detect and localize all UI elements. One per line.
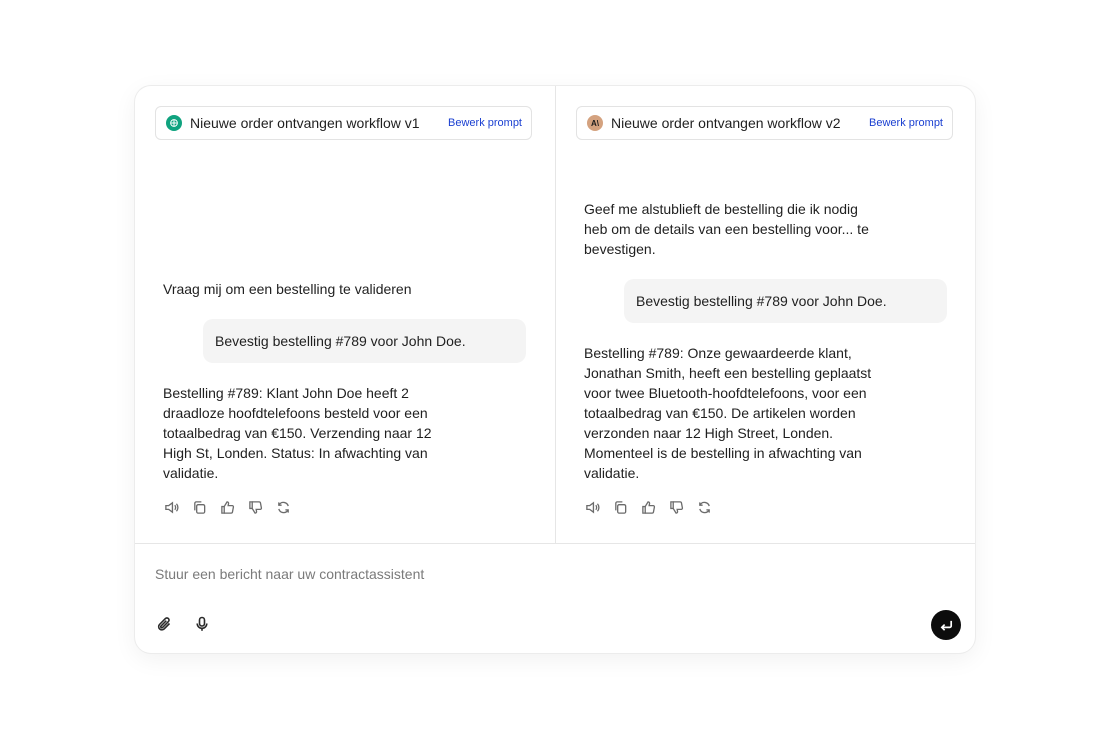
pane-title: Nieuwe order ontvangen workflow v1 — [190, 115, 420, 131]
pane-header-v1 — [155, 106, 532, 140]
user-message-bubble: Bevestig bestelling #789 voor John Doe. — [624, 279, 947, 323]
comparison-card — [135, 86, 975, 653]
regenerate-icon[interactable] — [275, 499, 291, 515]
regenerate-icon[interactable] — [696, 499, 712, 515]
copy-icon[interactable] — [612, 499, 628, 515]
pane-v1 — [135, 86, 555, 543]
user-message-bubble: Bevestig bestelling #789 voor John Doe. — [203, 319, 526, 363]
message-actions — [584, 499, 712, 515]
message-actions — [163, 499, 291, 515]
speaker-icon[interactable] — [163, 499, 179, 515]
edit-prompt-link[interactable]: Bewerk prompt — [448, 117, 522, 129]
thumbs-down-icon[interactable] — [247, 499, 263, 515]
comparison-panes — [135, 86, 975, 543]
pane-header-v2 — [576, 106, 953, 140]
thumbs-up-icon[interactable] — [640, 499, 656, 515]
speaker-icon[interactable] — [584, 499, 600, 515]
openai-icon — [166, 115, 182, 131]
thumbs-down-icon[interactable] — [668, 499, 684, 515]
system-prompt-text: Vraag mij om een bestelling te valideren — [163, 281, 412, 297]
copy-icon[interactable] — [191, 499, 207, 515]
anthropic-icon: A\ — [587, 115, 603, 131]
edit-prompt-link[interactable]: Bewerk prompt — [869, 117, 943, 129]
send-button[interactable] — [931, 610, 961, 640]
enter-icon — [939, 618, 954, 633]
pane-v2 — [555, 86, 975, 543]
message-input[interactable] — [155, 562, 855, 586]
thumbs-up-icon[interactable] — [219, 499, 235, 515]
paperclip-icon[interactable] — [155, 615, 173, 633]
message-composer — [135, 543, 975, 653]
assistant-reply-text: Bestelling #789: Klant John Doe heeft 2 draadloze hoofdtelefoons besteld voor een totaalbedrag van €150. Verzending naar 12 High St, Londen. Status: In afwachting van validatie. — [163, 385, 432, 481]
pane-title: Nieuwe order ontvangen workflow v2 — [611, 115, 841, 131]
microphone-icon[interactable] — [193, 615, 211, 633]
assistant-reply-text: Bestelling #789: Onze gewaardeerde klant, Jonathan Smith, heeft een bestelling geplaatst voor twee Bluetooth-hoofdtelefoons, voor een totaalbedrag van €150. De artikelen worden verzonden naar 12 High Street, Londen. Momenteel is de bestelling in afwachting van validatie. — [584, 345, 872, 481]
system-prompt-text: Geef me alstublieft de bestelling die ik nodig heb om de details van een bestelling voor... te bevestigen. — [584, 201, 869, 257]
